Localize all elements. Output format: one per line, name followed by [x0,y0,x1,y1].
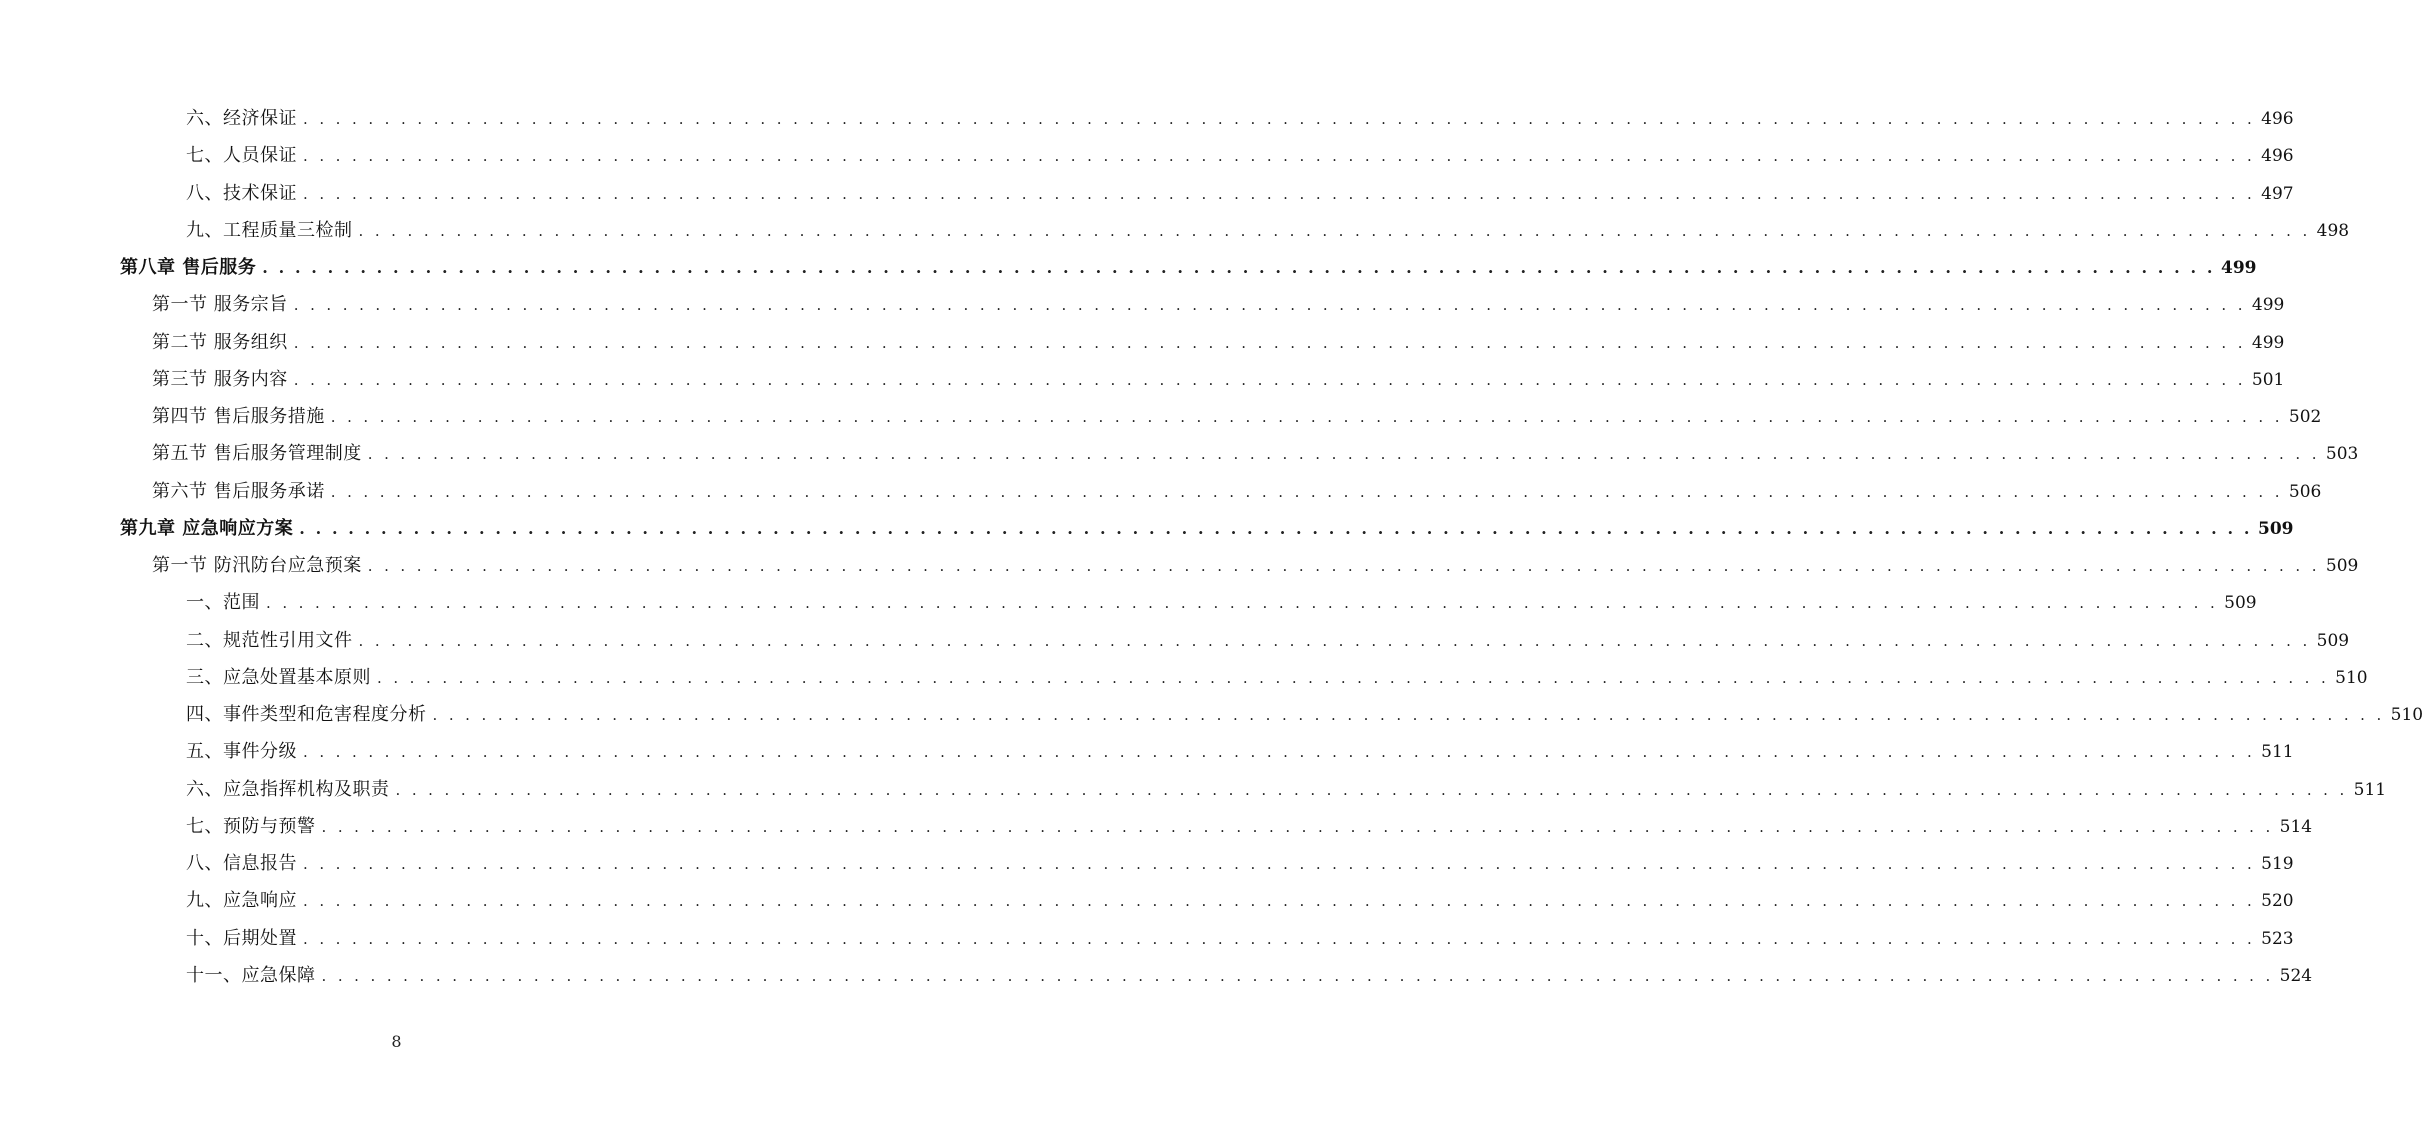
toc-entry[interactable] [0,212,2350,249]
toc-entry[interactable] [0,473,2322,510]
dot-leader: . . . . . . . . . . . . . . . . . . . . . . . . . . . . . . . . . . . . . . . . . . . . . . . . . . . . . . . . . . . . . . . . . . . . . . . . . . . . . . . . . . . . . . . . . . . . . . . . . . . . . . . . . . . . . . . . . . . . . . . . [321,966,2274,985]
toc-entry-page: 510 [2335,667,2368,688]
toc-entry-page: 523 [2261,928,2294,949]
toc-entry-title: 第三节 服务内容 [152,368,288,390]
dot-leader: . . . . . . . . . . . . . . . . . . . . . . . . . . . . . . . . . . . . . . . . . . . . . . . . . . . . . . . . . . . . . . . . . . . . . . . . . . . . . . . . . . . . . . . . . . . . . . . . . . . . . . . . . . . . . . . . . . . . . . . . [266,594,2219,613]
toc-entry-line [186,628,2350,654]
toc-entry-line [186,777,2387,803]
toc-entry-title: 九、工程质量三检制 [186,219,353,241]
toc-entry-title: 七、预防与预警 [186,815,316,837]
toc-entry-page: 502 [2288,407,2322,427]
dot-leader: . . . . . . . . . . . . . . . . . . . . . . . . . . . . . . . . . . . . . . . . . . . . . . . . . . . . . . . . . . . . . . . . . . . . . . . . . . . . . . . . . . . . . . . . . . . . . . . . . . . . . . . . . . . . . . . . . . . . . . . . [303,147,2256,166]
toc-entry-line [186,851,2294,877]
toc-entry-line [152,553,2359,579]
toc-entry-title: 十、后期处置 [186,927,297,949]
toc-entry[interactable] [0,622,2350,659]
toc-entry-title: 一、范围 [186,592,260,614]
toc-entry-line [186,926,2294,952]
toc-entry-page: 509 [2325,556,2359,576]
toc-entry-title: 第九章 应急响应方案 [120,517,294,539]
dot-leader: . . . . . . . . . . . . . . . . . . . . . . . . . . . . . . . . . . . . . . . . . . . . . . . . . . . . . . . . . . . . . . . . . . . . . . . . . . . . . . . . . . . . . . . . . . . . . . . . . . . . . . . . . . . . . . . . . . . . . . . . [358,221,2311,240]
toc-entry-page: 501 [2251,369,2285,390]
dot-leader: . . . . . . . . . . . . . . . . . . . . . . . . . . . . . . . . . . . . . . . . . . . . . . . . . . . . . . . . . . . . . . . . . . . . . . . . . . . . . . . . . . . . . . . . . . . . . . . . . . . . . . . . . . . . . . . . . . . . . . . . [293,370,2246,389]
dot-leader: . . . . . . . . . . . . . . . . . . . . . . . . . . . . . . . . . . . . . . . . . . . . . . . . . . . . . . . . . . . . . . . . . . . . . . . . . . . . . . . . . . . . . . . . . . . . . . . . . . . . . . . . . . . . . . . . . . . . . . . . [330,482,2283,501]
toc-entry-page: 520 [2261,891,2294,912]
toc-entry-line [152,330,2285,356]
toc-entry-title: 二、规范性引用文件 [186,629,353,651]
toc-entry-title: 第八章 售后服务 [120,257,257,278]
toc-entry[interactable] [0,547,2359,584]
toc-entry[interactable] [0,286,2285,323]
toc-entry-line [186,106,2294,132]
toc-entry-page: 499 [2251,332,2285,353]
toc-entry[interactable] [0,733,2294,770]
toc-entry-line [186,181,2294,207]
toc-entry-page: 511 [2261,742,2294,763]
page-number: 8 [391,1032,402,1051]
toc-entry-title: 第四节 售后服务措施 [152,406,325,427]
toc-entry-page: 510 [2390,705,2423,725]
dot-leader: . . . . . . . . . . . . . . . . . . . . . . . . . . . . . . . . . . . . . . . . . . . . . . . . . . . . . . . . . . . . . . . . . . . . . . . . . . . . . . . . . . . . . . . . . . . . . . . . . . . . . . . . . . . . . . . . . . . . . . . . [432,706,2385,724]
toc-entry-page: 503 [2325,444,2359,465]
dot-leader: . . . . . . . . . . . . . . . . . . . . . . . . . . . . . . . . . . . . . . . . . . . . . . . . . . . . . . . . . . . . . . . . . . . . . . . . . . . . . . . . . . . . . . . . . . . . . . . . . . . . . . . . . . . . . . . . . . . . . . . . [303,855,2256,873]
toc-entry[interactable] [0,920,2294,957]
toc-entry-line [120,516,2294,542]
toc-entry-title: 十一、应急保障 [186,964,316,986]
toc-entry-line [152,292,2285,318]
toc-entry-page: 509 [2224,593,2257,614]
dot-leader: . . . . . . . . . . . . . . . . . . . . . . . . . . . . . . . . . . . . . . . . . . . . . . . . . . . . . . . . . . . . . . . . . . . . . . . . . . . . . . . . . . . . . . . . . . . . . . . . . . . . . . . . . . . . . . . . . . . . . . . . [303,743,2256,762]
toc-entry-page: 499 [2251,295,2285,316]
toc-entry-title: 第六节 售后服务承诺 [152,480,325,502]
dot-leader: . . . . . . . . . . . . . . . . . . . . . . . . . . . . . . . . . . . . . . . . . . . . . . . . . . . . . . . . . . . . . . . . . . . . . . . . . . . . . . . . . . . . . . . . . . . . . . . . . . . . . . . . . . . . . . . . . . . . . . . . [330,408,2283,426]
dot-leader: . . . . . . . . . . . . . . . . . . . . . . . . . . . . . . . . . . . . . . . . . . . . . . . . . . . . . . . . . . . . . . . . . . . . . . . . . . . . . . . . . . . . . . . . . . . . . . . . . . . . . . . . . . . . . . . . . . . . . . . . [303,892,2256,911]
toc-entry[interactable] [0,584,2257,621]
toc-entry-line [152,479,2322,505]
toc-entry-line [186,218,2350,244]
toc-entry-line [186,590,2257,616]
toc-entry-line [152,367,2285,393]
dot-leader: . . . . . . . . . . . . . . . . . . . . . . . . . . . . . . . . . . . . . . . . . . . . . . . . . . . . . . . . . . . . . . . . . . . . . . . . . . . . . . . . . . . . . . . . . . . . . . . . . . . . . . . . . . . . . . . . . . . . . . . . [303,110,2256,128]
toc-entry-page: 519 [2261,854,2294,874]
toc-entry-title: 三、应急处置基本原则 [186,666,371,688]
toc-entry[interactable] [0,696,2423,733]
toc-entry-title: 六、经济保证 [186,108,297,129]
toc-entry-line [152,441,2359,467]
toc-entry[interactable] [0,845,2294,882]
toc-entry[interactable] [0,808,2313,845]
toc-entry-title: 六、应急指挥机构及职责 [186,778,390,800]
table-of-contents [0,100,2423,994]
toc-entry-title: 九、应急响应 [186,890,297,912]
toc-entry[interactable] [0,361,2285,398]
dot-leader: . . . . . . . . . . . . . . . . . . . . . . . . . . . . . . . . . . . . . . . . . . . . . . . . . . . . . . . . . . . . . . . . . . . . . . . . . . . . . . . . . . . . . . . . . . . . . . . . . . . . . . . . . . . . . . . . . . . . . . . . [299,518,2252,538]
toc-entry-line [186,143,2294,169]
toc-entry[interactable] [0,249,2257,286]
toc-entry[interactable] [0,175,2294,212]
dot-leader: . . . . . . . . . . . . . . . . . . . . . . . . . . . . . . . . . . . . . . . . . . . . . . . . . . . . . . . . . . . . . . . . . . . . . . . . . . . . . . . . . . . . . . . . . . . . . . . . . . . . . . . . . . . . . . . . . . . . . . . . [321,817,2274,836]
dot-leader: . . . . . . . . . . . . . . . . . . . . . . . . . . . . . . . . . . . . . . . . . . . . . . . . . . . . . . . . . . . . . . . . . . . . . . . . . . . . . . . . . . . . . . . . . . . . . . . . . . . . . . . . . . . . . . . . . . . . . . . . [395,780,2348,799]
dot-leader: . . . . . . . . . . . . . . . . . . . . . . . . . . . . . . . . . . . . . . . . . . . . . . . . . . . . . . . . . . . . . . . . . . . . . . . . . . . . . . . . . . . . . . . . . . . . . . . . . . . . . . . . . . . . . . . . . . . . . . . . [303,184,2256,203]
toc-entry-page: 498 [2316,220,2350,241]
toc-entry-line [186,702,2423,728]
toc-entry-line [186,888,2294,914]
toc-entry-page: 499 [2220,258,2257,278]
toc-entry-page: 506 [2288,481,2322,502]
toc-entry-title: 五、事件分级 [186,741,297,763]
toc-entry[interactable] [0,137,2294,174]
dot-leader: . . . . . . . . . . . . . . . . . . . . . . . . . . . . . . . . . . . . . . . . . . . . . . . . . . . . . . . . . . . . . . . . . . . . . . . . . . . . . . . . . . . . . . . . . . . . . . . . . . . . . . . . . . . . . . . . . . . . . . . . [377,668,2330,687]
dot-leader: . . . . . . . . . . . . . . . . . . . . . . . . . . . . . . . . . . . . . . . . . . . . . . . . . . . . . . . . . . . . . . . . . . . . . . . . . . . . . . . . . . . . . . . . . . . . . . . . . . . . . . . . . . . . . . . . . . . . . . . . [293,333,2246,352]
toc-entry-title: 第一节 防汛防台应急预案 [152,555,362,576]
toc-entry-line [186,814,2313,840]
dot-leader: . . . . . . . . . . . . . . . . . . . . . . . . . . . . . . . . . . . . . . . . . . . . . . . . . . . . . . . . . . . . . . . . . . . . . . . . . . . . . . . . . . . . . . . . . . . . . . . . . . . . . . . . . . . . . . . . . . . . . . . . [367,445,2320,464]
toc-entry-page: 509 [2257,518,2294,539]
toc-entry-title: 第一节 服务宗旨 [152,294,288,316]
toc-entry-page: 496 [2261,109,2294,129]
toc-entry-title: 八、技术保证 [186,182,297,204]
toc-entry-page: 524 [2279,965,2313,986]
toc-entry-title: 第五节 售后服务管理制度 [152,443,362,465]
toc-entry-line [120,255,2257,281]
toc-entry-page: 511 [2353,779,2387,800]
toc-entry[interactable] [0,957,2313,994]
toc-entry[interactable] [0,435,2359,472]
toc-entry[interactable] [0,100,2294,137]
toc-entry[interactable] [0,398,2322,435]
toc-entry-title: 八、信息报告 [186,853,297,874]
dot-leader: . . . . . . . . . . . . . . . . . . . . . . . . . . . . . . . . . . . . . . . . . . . . . . . . . . . . . . . . . . . . . . . . . . . . . . . . . . . . . . . . . . . . . . . . . . . . . . . . . . . . . . . . . . . . . . . . . . . . . . . . [303,929,2256,948]
toc-entry-line [152,404,2322,430]
toc-entry-line [186,665,2368,691]
toc-entry-page: 496 [2261,146,2294,167]
dot-leader: . . . . . . . . . . . . . . . . . . . . . . . . . . . . . . . . . . . . . . . . . . . . . . . . . . . . . . . . . . . . . . . . . . . . . . . . . . . . . . . . . . . . . . . . . . . . . . . . . . . . . . . . . . . . . . . . . . . . . . . . [262,258,2215,277]
toc-entry[interactable] [0,659,2368,696]
dot-leader: . . . . . . . . . . . . . . . . . . . . . . . . . . . . . . . . . . . . . . . . . . . . . . . . . . . . . . . . . . . . . . . . . . . . . . . . . . . . . . . . . . . . . . . . . . . . . . . . . . . . . . . . . . . . . . . . . . . . . . . . [293,296,2246,315]
toc-entry-page: 497 [2261,183,2294,204]
dot-leader: . . . . . . . . . . . . . . . . . . . . . . . . . . . . . . . . . . . . . . . . . . . . . . . . . . . . . . . . . . . . . . . . . . . . . . . . . . . . . . . . . . . . . . . . . . . . . . . . . . . . . . . . . . . . . . . . . . . . . . . . [367,557,2320,575]
toc-entry-page: 509 [2316,630,2350,651]
toc-entry[interactable] [0,882,2294,919]
toc-entry[interactable] [0,324,2285,361]
toc-entry-title: 四、事件类型和危害程度分析 [186,704,427,725]
toc-entry-page: 514 [2279,816,2313,837]
toc-entry[interactable] [0,510,2294,547]
toc-entry-line [186,963,2313,989]
toc-entry-line [186,739,2294,765]
toc-entry-title: 七、人员保证 [186,145,297,167]
dot-leader: . . . . . . . . . . . . . . . . . . . . . . . . . . . . . . . . . . . . . . . . . . . . . . . . . . . . . . . . . . . . . . . . . . . . . . . . . . . . . . . . . . . . . . . . . . . . . . . . . . . . . . . . . . . . . . . . . . . . . . . . [358,631,2311,650]
toc-entry-title: 第二节 服务组织 [152,331,288,353]
toc-entry[interactable] [0,771,2387,808]
